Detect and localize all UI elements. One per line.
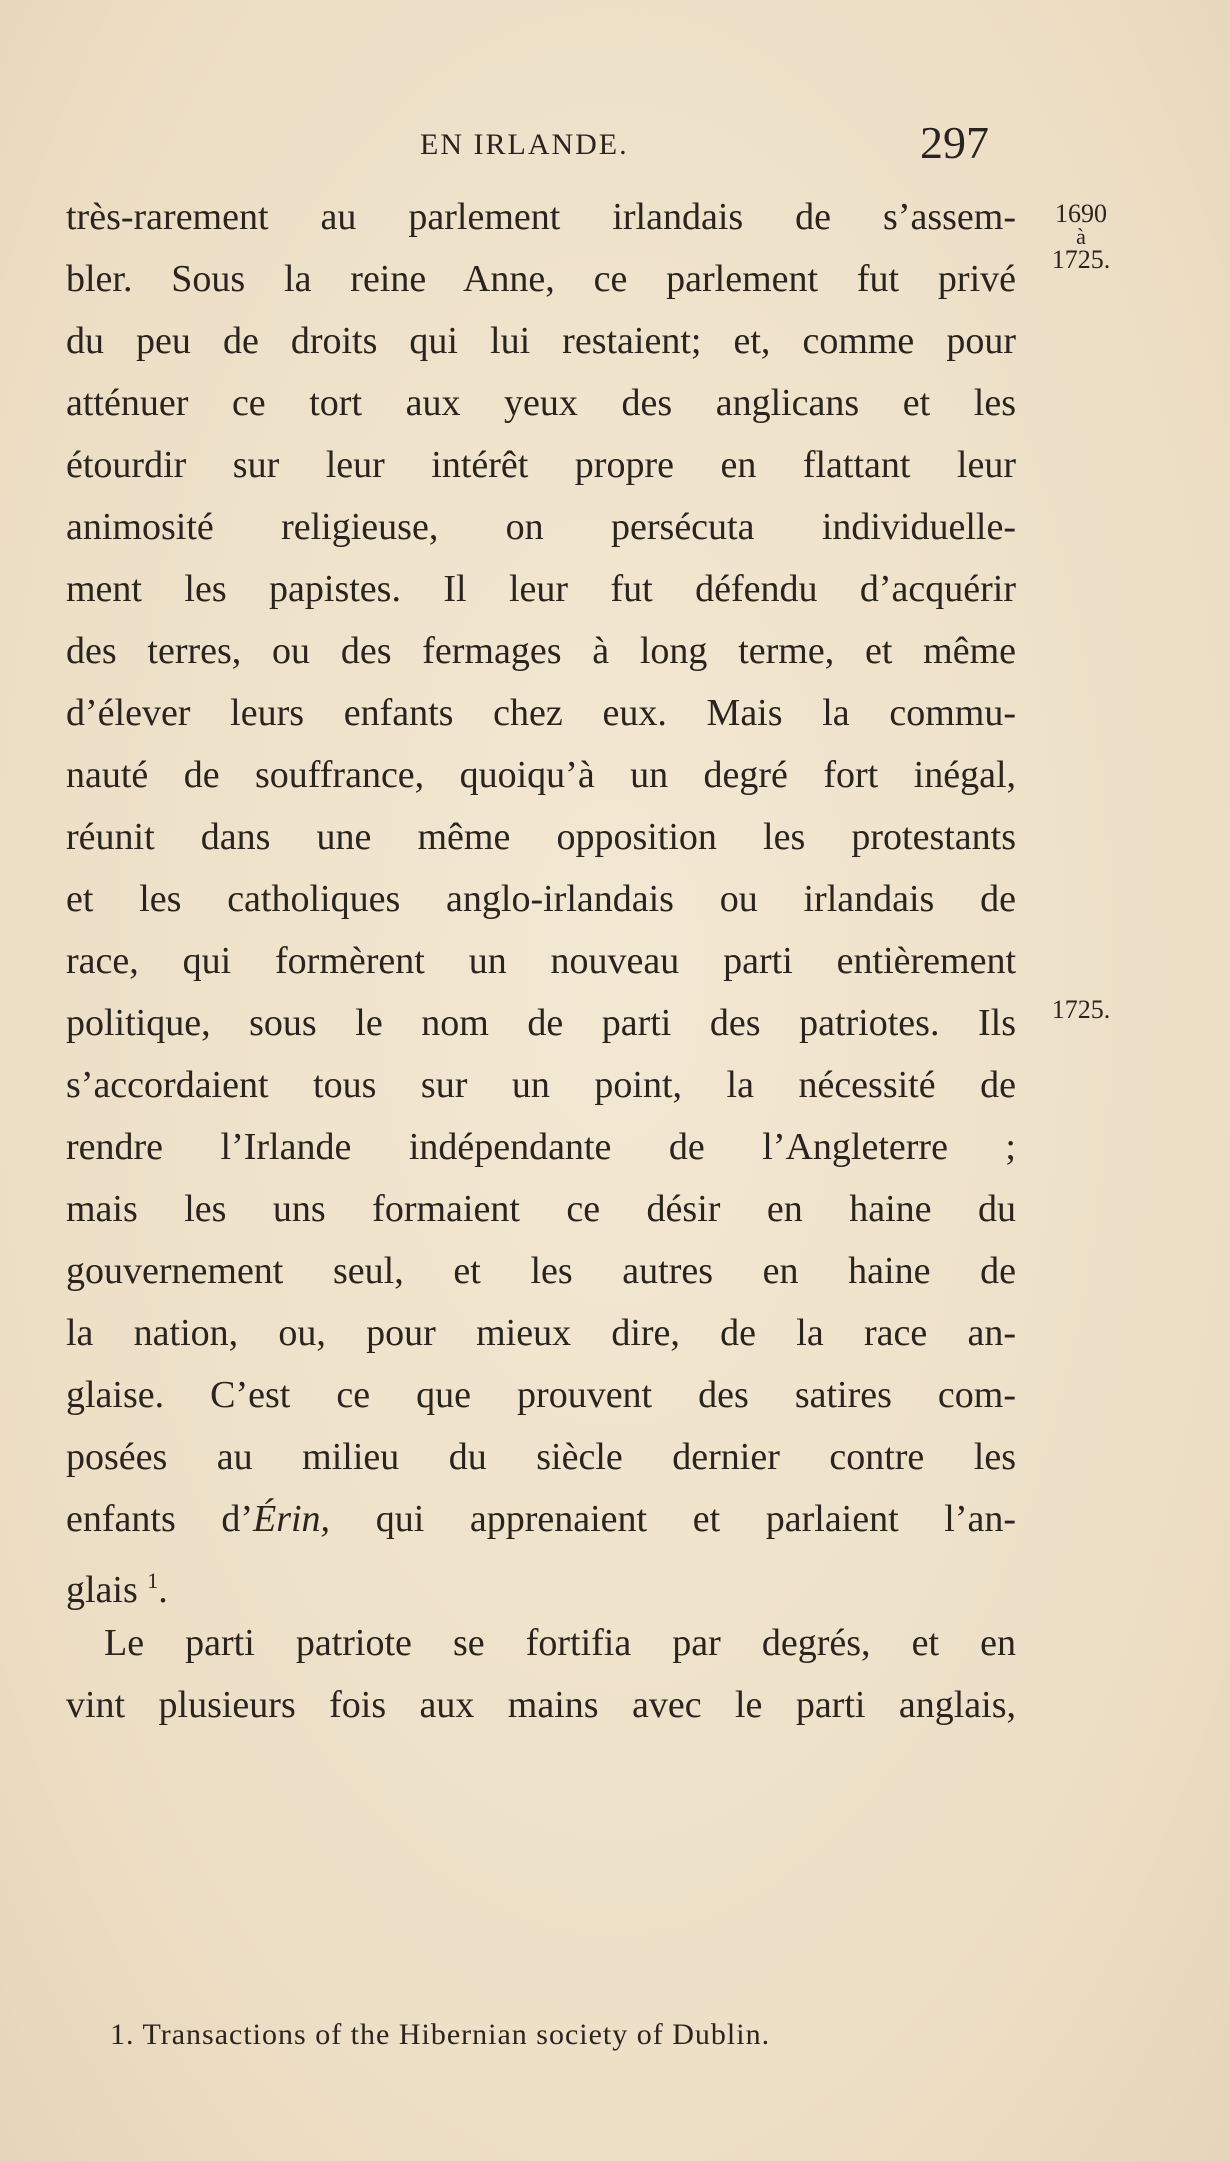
text-line: très-rarement au parlement irlandais de s’assem- xyxy=(66,196,1016,238)
body-text xyxy=(66,186,1016,1736)
page-header xyxy=(0,117,1230,180)
footnote-marker: 1. xyxy=(110,2018,135,2051)
text-line: la nation, ou, pour mieux dire, de la race an- xyxy=(66,1312,1016,1354)
erin-after: qui apprenaient et parlaient l’an- xyxy=(375,1498,1017,1540)
text-line: et les catholiques anglo-irlandais ou irlandais de xyxy=(66,878,1016,920)
paragraph-2-line-1: Le parti patriote se fortifia par degrés, et en xyxy=(104,1622,1016,1664)
text-line: nauté de souffrance, quoiqu’à un degré fort inégal, xyxy=(66,754,1016,796)
margin-date-sep: à xyxy=(1076,224,1086,249)
text-line: politique, sous le nom de parti des patriotes. Ils xyxy=(66,1002,1016,1044)
text-line-glais xyxy=(66,1550,1016,1612)
margin-date-start: 1690 xyxy=(1055,199,1107,228)
margin-date-single: 1725. xyxy=(1051,995,1111,1024)
text-line: atténuer ce tort aux yeux des anglicans et les xyxy=(66,382,1016,424)
text-line: réunit dans une même opposition les protestants xyxy=(66,816,1016,858)
text-line: posées au milieu du siècle dernier contre les xyxy=(66,1436,1016,1478)
glais-end: . xyxy=(158,1569,168,1611)
text-line: animosité religieuse, on persécuta individuelle- xyxy=(66,506,1016,548)
footnote-reference: 1 xyxy=(147,1568,159,1593)
text-line: glaise. C’est ce que prouvent des satires com- xyxy=(66,1374,1016,1416)
text-line-erin xyxy=(66,1488,1016,1550)
text-line: bler. Sous la reine Anne, ce parlement fut privé xyxy=(66,258,1016,300)
text-line: mais les uns formaient ce désir en haine du xyxy=(66,1188,1016,1230)
margin-date-range xyxy=(1046,200,1116,274)
text-line: rendre l’Irlande indépendante de l’Angleterre ; xyxy=(66,1126,1016,1168)
glais-word: glais xyxy=(66,1569,138,1611)
text-line: ment les papistes. Il leur fut défendu d’acquérir xyxy=(66,568,1016,610)
text-line: d’élever leurs enfants chez eux. Mais la commu- xyxy=(66,692,1016,734)
footnote xyxy=(110,2018,770,2052)
erin-before: enfants d’ xyxy=(66,1498,253,1540)
margin-date-end: 1725. xyxy=(1051,245,1111,274)
erin-italic: Érin, xyxy=(253,1498,331,1540)
page-number: 297 xyxy=(920,117,989,168)
paragraph-2-line-2: vint plusieurs fois aux mains avec le parti anglais, xyxy=(66,1684,1016,1726)
footnote-text: Transactions of the Hibernian society of Dublin. xyxy=(142,2018,771,2051)
text-line: étourdir sur leur intérêt propre en flattant leur xyxy=(66,444,1016,486)
text-line: s’accordaient tous sur un point, la nécessité de xyxy=(66,1064,1016,1106)
text-line: du peu de droits qui lui restaient; et, comme pour xyxy=(66,320,1016,362)
text-line: gouvernement seul, et les autres en haine de xyxy=(66,1250,1016,1292)
text-line: des terres, ou des fermages à long terme, et même xyxy=(66,630,1016,672)
text-line: race, qui formèrent un nouveau parti entièrement xyxy=(66,940,1016,982)
running-title: EN IRLANDE. xyxy=(420,128,629,161)
